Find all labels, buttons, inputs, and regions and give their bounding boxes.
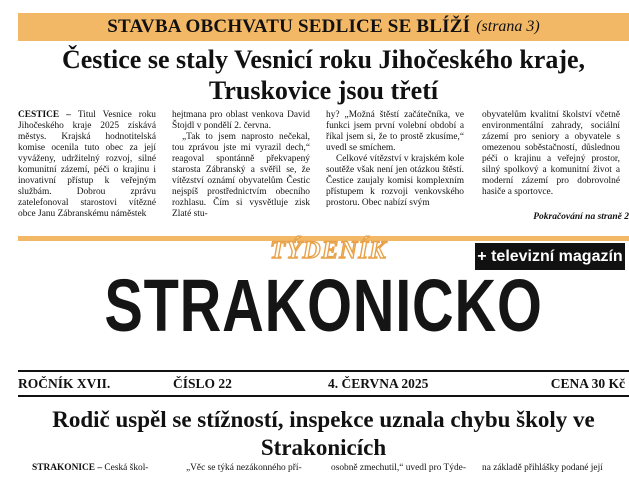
dateline: ČESTICE – xyxy=(18,110,78,120)
article-paragraph xyxy=(482,110,620,198)
paragraph-text: hejtmana pro oblast venkova David Štojdl v pondělí 2. června. xyxy=(172,110,310,131)
issue-number: ČÍSLO 22 xyxy=(173,376,232,391)
article-paragraph xyxy=(326,110,464,154)
paragraph-text: „Tak to jsem naprosto nečekal, tou zprávou jste mi vyrazil dech,“ reagoval spontánně překvapený starosta Zábranský a svěřil se, že vítězství oznámí obyvatelům Čestic nejspíš prostřednictvím obecního rozhlasu. Čím si vysvětluje zisk Zlaté stu- xyxy=(172,132,310,219)
article-snippet: osobně zmechutil,“ uvedl pro Týde- xyxy=(331,463,466,473)
second-article-headline: Rodič uspěl se stížností, inspekce uznala chybu školy ve Strakonicích xyxy=(52,407,595,460)
top-banner xyxy=(18,13,629,41)
price: CENA 30 Kč xyxy=(550,376,625,391)
article-paragraph xyxy=(326,154,464,209)
second-article-body xyxy=(18,463,629,478)
article-column xyxy=(172,110,310,228)
continued-link[interactable]: Pokračování na straně 2 xyxy=(533,212,629,222)
article-column xyxy=(482,110,620,210)
paragraph-text: Celkové vítězství v krajském kole soutěže však není jen otázkou štěstí. Čestice zaujaly komisi komplexním přístupem k rozvoji venkovského prostoru. Obec nabízí svým xyxy=(326,154,464,208)
paragraph-text: Titul Vesnice roku Jihočeského kraje 2025 získává městys. Krajská hodnotitelská komise ocenila tuto obec za její vyváženy, udržitelný rozvoj, silné komunitní zázemí, péči o krajinu i inovativní přístup k veřejným službám. Dobrou zprávu zatelefonoval starostovi vítězné obce Janu Zábranskému náměstek xyxy=(18,110,156,219)
banner-headline: STAVBA OBCHVATU SEDLICE SE BLÍŽÍ xyxy=(107,16,471,37)
lead-article-headline: Čestice se staly Vesnicí roku Jihočeského kraje, Truskovice jsou třetí xyxy=(61,45,586,105)
article-paragraph xyxy=(172,132,310,220)
article-snippet: na základě přihlášky podané její xyxy=(482,463,603,473)
issue-date: 4. ČERVNA 2025 xyxy=(328,376,429,391)
info-rule-bottom xyxy=(18,395,629,397)
article-paragraph xyxy=(18,110,156,220)
article-paragraph xyxy=(172,110,310,132)
paragraph-text: obyvatelům kvalitní školství včetně environmentální zahrady, sociální zázemí pro seniory a obyvatele s omezenou soběstačností, důslednou péči o krajinu a veřejný prostor, silný spolkový a komunitní život a moderní zázemí pro dobrovolné hasiče a sportovce. xyxy=(482,110,620,197)
info-rule-top xyxy=(18,370,629,372)
dateline: STRAKONICE – xyxy=(32,463,105,473)
article-snippet: „Věc se týká nezákonného pří- xyxy=(186,463,302,473)
tv-supplement-badge: + televizní magazín xyxy=(475,243,625,270)
article-column xyxy=(18,110,156,228)
article-column xyxy=(326,110,464,228)
newspaper-title: STRAKONICKO xyxy=(104,264,543,347)
paragraph-text: hy? „Možná štěstí začátečníka, ve funkci jsem první volební období a říkal jsem si, že to prostě zkusíme,“ uvedl se smíchem. xyxy=(326,110,464,153)
banner-page-ref: (strana 3) xyxy=(476,18,540,35)
article-snippet xyxy=(32,463,148,474)
weekly-label: TÝDENÍK xyxy=(270,237,387,264)
lead-article-body xyxy=(18,110,629,228)
snippet-text: Česká škol- xyxy=(104,463,149,473)
volume: ROČNÍK XVII. xyxy=(18,376,111,391)
issue-info-bar xyxy=(18,376,629,392)
